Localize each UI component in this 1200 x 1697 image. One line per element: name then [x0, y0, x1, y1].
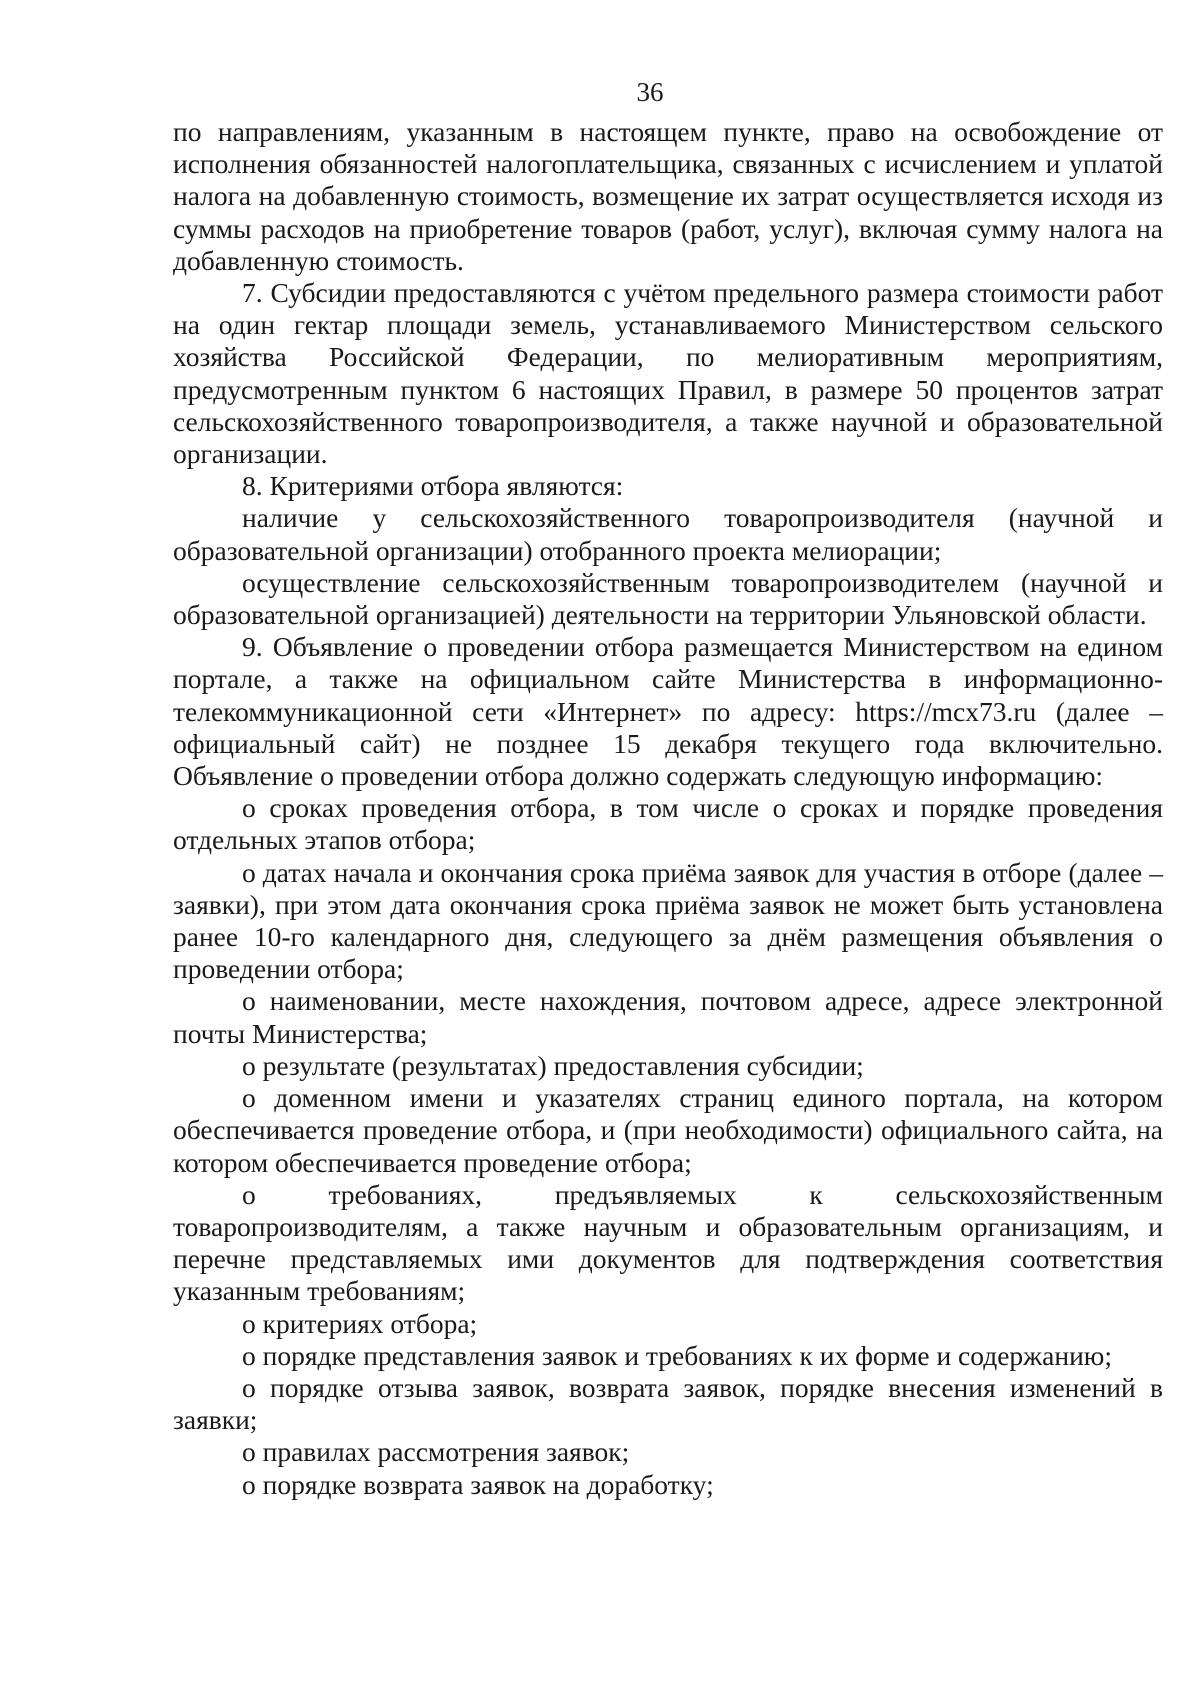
- paragraph-item-7: 7. Субсидии предоставляются с учётом предельного размера стоимости работ на один гектар площади земель, устанавливаемого Министерством сельского хозяйства Российской Федерации, по мелиоративным мероприятиям, предусмотренным пунктом 6 настоящих Правил, в размере 50 процентов затрат сельскохозяйственного товаропроизводителя, а также научной и образовательной организации.: [173, 277, 1163, 470]
- paragraph-info-withdrawal: о порядке отзыва заявок, возврата заявок, порядке внесения изменений в заявки;: [173, 1371, 1163, 1436]
- paragraph-info-deadlines: о сроках проведения отбора, в том числе о сроках и порядке проведения отдельных этапов отбора;: [173, 792, 1163, 856]
- paragraph-continuation: по направлениям, указанным в настоящем пункте, право на освобождение от исполнения обязанностей налогоплательщика, связанных с исчислением и уплатой налога на добавленную стоимость, возмещение их затрат осуществляется исходя из суммы расходов на приобретение товаров (работ, услуг), включая сумму налога на добавленную стоимость.: [173, 116, 1163, 276]
- paragraph-info-result: о результате (результатах) предоставления субсидии;: [242, 1049, 864, 1081]
- paragraph-info-address: о наименовании, месте нахождения, почтовом адресе, адресе электронной почты Министерства;: [173, 985, 1163, 1049]
- paragraph-criterion-project: наличие у сельскохозяйственного товаропроизводителя (научной и образовательной организации) отобранного проекта мелиорации;: [173, 502, 1163, 566]
- paragraph-info-requirements: о требованиях, предъявляемых к сельскохозяйственным товаропроизводителям, а также научным и образовательным организациям, и перечне представляемых ими документов для подтверждения соответствия указанным требованиям;: [173, 1178, 1163, 1307]
- paragraph-item-8: 8. Критериями отбора являются:: [242, 470, 624, 502]
- paragraph-info-dates: о датах начала и окончания срока приёма заявок для участия в отборе (далее – заявки), при этом дата окончания срока приёма заявок не может быть установлена ранее 10-го календарного дня, следующего за днём размещения объявления о проведении отбора;: [173, 856, 1163, 985]
- paragraph-info-criteria: о критериях отбора;: [242, 1307, 478, 1339]
- paragraph-info-domain: о доменном имени и указателях страниц единого портала, на котором обеспечивается проведение отбора, и (при необходимости) официального сайта, на котором обеспечивается проведение отбора;: [173, 1082, 1163, 1178]
- paragraph-info-submission: о порядке представления заявок и требованиях к их форме и содержанию;: [242, 1339, 1112, 1371]
- page-number: 36: [636, 77, 664, 107]
- paragraph-info-return: о порядке возврата заявок на доработку;: [242, 1468, 714, 1500]
- document-body: [173, 116, 1163, 1501]
- paragraph-item-9: 9. Объявление о проведении отбора размещается Министерством на едином портале, а также на официальном сайте Министерства в информационно-телекоммуникационной сети «Интернет» по адресу: https://mcx73.ru (далее – официальный сайт) не позднее 15 декабря текущего года включительно. Объявление о проведении отбора должно содержать следующую информацию:: [173, 631, 1163, 792]
- paragraph-info-review-rules: о правилах рассмотрения заявок;: [242, 1436, 630, 1468]
- paragraph-criterion-territory: осуществление сельскохозяйственным товаропроизводителем (научной и образовательной организацией) деятельности на территории Ульяновской области.: [173, 566, 1163, 631]
